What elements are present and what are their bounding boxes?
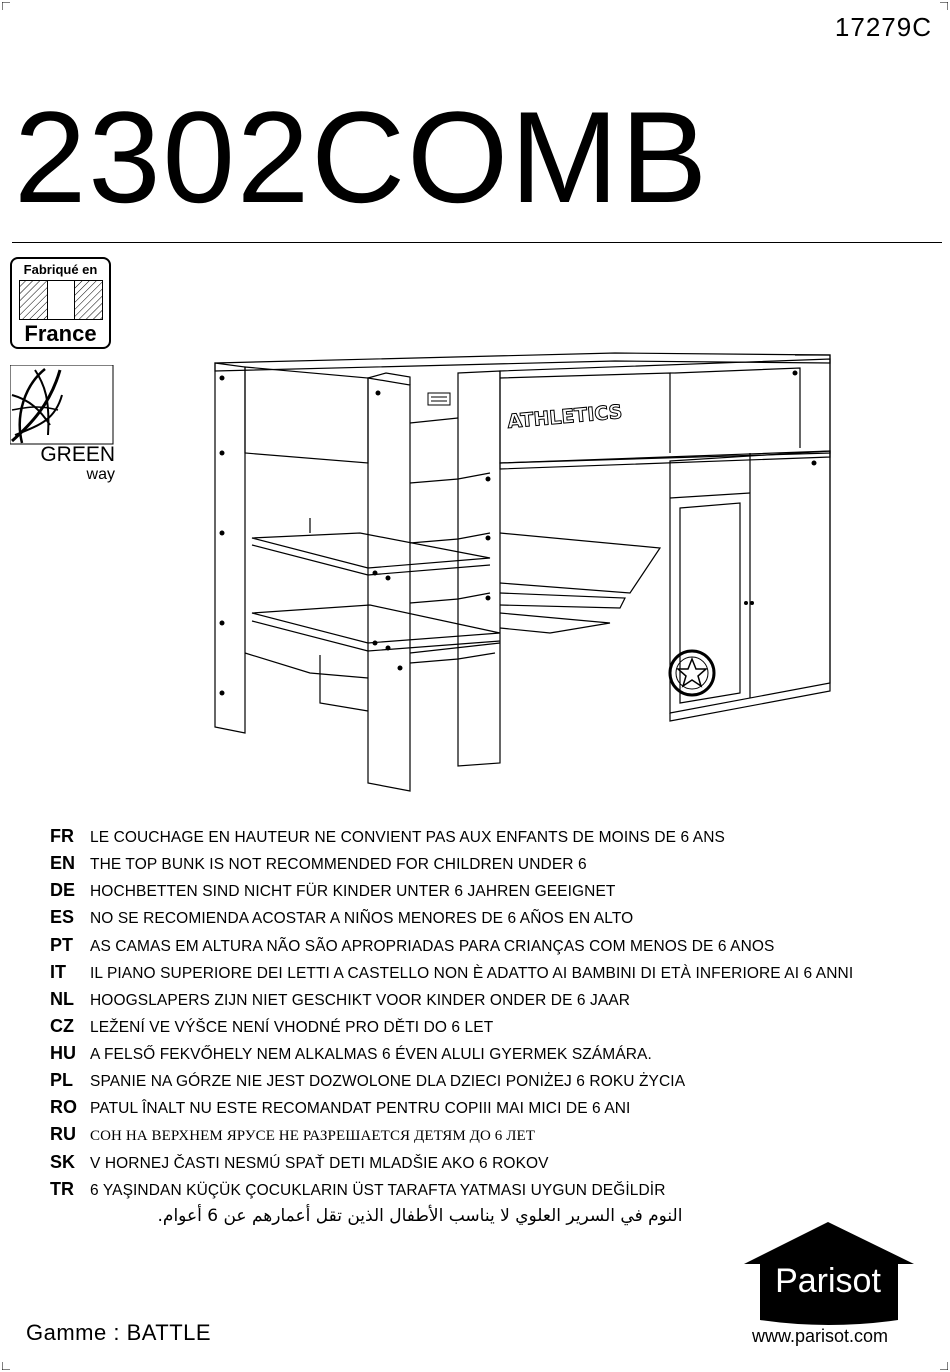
document-number: 17279C [834,12,932,42]
warning-text: AS CAMAS EM ALTURA NÃO SÃO APROPRIADAS PARA CRIANÇAS COM MENOS DE 6 ANOS [90,938,775,955]
warning-row-pt [50,935,774,961]
language-code: NL [50,989,74,1009]
green-label: GREEN [40,443,115,466]
language-code: TR [50,1179,74,1199]
green-way-label: way [86,466,115,483]
language-code: ES [50,907,75,927]
arabic-warning: النوم في السرير العلوي لا يناسب الأطفال الذين تقل أعمارهم عن 6 أعوام. [157,1206,683,1226]
language-code: RO [50,1097,77,1117]
title-divider [12,242,942,243]
crop-mark-bottom-right [940,1362,948,1370]
warning-row-it [50,962,853,988]
warning-text: SPANIE NA GÓRZE NIE JEST DOZWOLONE DLA DZIECI PONIŻEJ 6 ROKU ŻYCIA [90,1073,686,1090]
green-way-logo-icon [10,365,115,445]
language-code: FR [50,826,74,846]
crop-mark-bottom-left [2,1362,10,1370]
warning-row-hu [50,1043,652,1069]
warning-text: V HORNEJ ČASTI NESMÚ SPAŤ DETI MLADŠIE AKO 6 ROKOV [90,1155,549,1172]
language-code: PT [50,935,74,955]
warning-text: HOOGSLAPERS ZIJN NIET GESCHIKT VOOR KINDER ONDER DE 6 JAAR [90,992,631,1009]
athletics-graphic-text: ATHLETICS [506,401,624,433]
french-flag-icon [19,280,103,320]
warning-text: A FELSŐ FEKVŐHELY NEM ALKALMAS 6 ÉVEN ALULI GYERMEK SZÁMÁRA. [90,1046,652,1063]
warning-row-cz [50,1016,493,1042]
language-code: EN [50,853,76,873]
made-in-label: Fabriqué en [23,262,98,277]
language-code: HU [50,1043,76,1063]
france-label: France [24,321,97,346]
language-code: SK [50,1152,76,1172]
product-illustration [200,333,840,803]
warning-row-fr [50,826,725,852]
warning-row-de [50,880,615,906]
warning-text: THE TOP BUNK IS NOT RECOMMENDED FOR CHILDREN UNDER 6 [90,856,587,873]
warning-text: HOCHBETTEN SIND NICHT FÜR KINDER UNTER 6 JAHREN GEEIGNET [90,883,616,900]
warning-text: LEŽENÍ VE VÝŠCE NENÍ VHODNÉ PRO DĚTI DO 6 LET [90,1019,494,1036]
warning-text: NO SE RECOMIENDA ACOSTAR A NIÑOS MENORES DE 6 AÑOS EN ALTO [90,910,634,927]
warning-row-pl [50,1070,685,1096]
warning-text: LE COUCHAGE EN HAUTEUR NE CONVIENT PAS AUX ENFANTS DE MOINS DE 6 ANS [90,829,725,846]
warning-row-sk [50,1152,549,1178]
warning-row-es [50,907,633,933]
warning-row-ru [50,1124,535,1150]
warning-row-nl [50,989,630,1015]
crop-mark-top-right [940,2,948,10]
language-code: IT [50,962,66,982]
language-code: CZ [50,1016,74,1036]
star-emblem [670,651,714,695]
language-code: DE [50,880,76,900]
made-in-france-badge [10,257,111,349]
warning-row-tr [50,1179,666,1205]
crop-mark-top-left [2,2,10,10]
parisot-brand-text: Parisot [775,1262,881,1300]
warning-text: СОН НА ВЕРХНЕМ ЯРУСЕ НЕ РАЗРЕШАЕТСЯ ДЕТЯМ ДО 6 ЛЕТ [90,1128,536,1144]
language-code: PL [50,1070,74,1090]
warning-row-ro [50,1097,630,1123]
product-range: Gamme : BATTLE [26,1320,212,1345]
model-title: 2302COMB [14,84,710,230]
parisot-logo [742,1220,917,1326]
warning-text: IL PIANO SUPERIORE DEI LETTI A CASTELLO NON È ADATTO AI BAMBINI DI ETÀ INFERIORE AI 6 ANNI [90,965,854,982]
website-url: www.parisot.com [752,1326,889,1346]
warning-row-en [50,853,587,879]
warning-text: PATUL ÎNALT NU ESTE RECOMANDAT PENTRU COPIII MAI MICI DE 6 ANI [90,1100,631,1117]
warning-text: 6 YAŞINDAN KÜÇÜK ÇOCUKLARIN ÜST TARAFTA YATMASI UYGUN DEĞİLDİR [90,1182,666,1199]
language-code: RU [50,1124,76,1144]
